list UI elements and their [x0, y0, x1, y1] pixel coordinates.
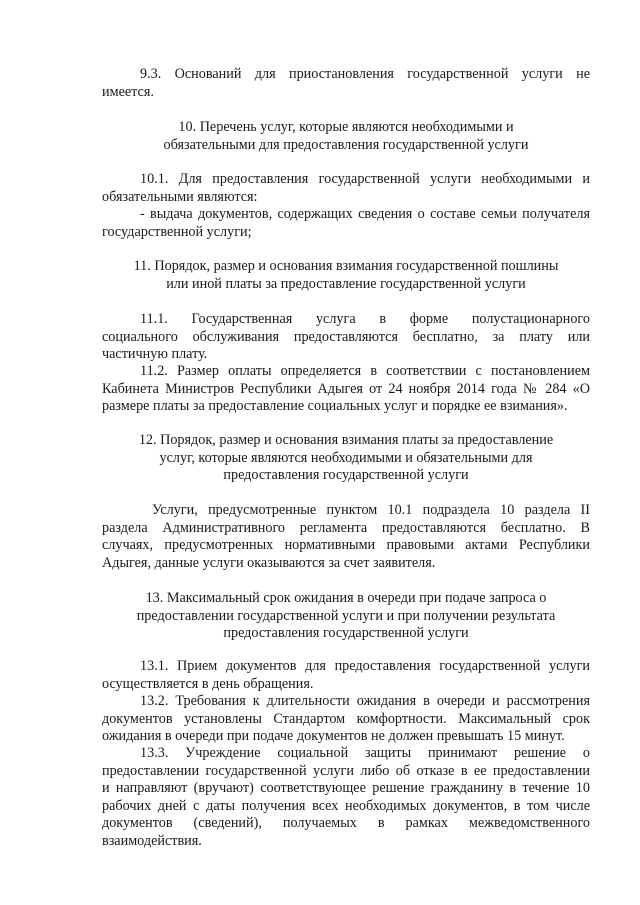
paragraph-line: социального обслуживания предоставляются бесплатно, за плату или — [102, 328, 590, 345]
paragraph-13-2 — [102, 693, 590, 746]
heading-line: предоставления государственной услуги — [223, 625, 469, 641]
heading-line: 13. Максимальный срок ожидания в очереди при подаче запроса о — [145, 590, 547, 606]
heading-line: обязательными для предоставления государственной услуги — [163, 136, 529, 153]
heading-line: 12. Порядок, размер и основания взимания платы за предоставление — [138, 432, 554, 448]
paragraph-12 — [102, 502, 590, 572]
heading-line: 10. Перечень услуг, которые являются необходимыми и — [178, 119, 514, 135]
paragraph-line: Адыгея, данные услуги оказываются за счет заявителя. — [102, 554, 436, 571]
paragraph-line: Услуги, предусмотренные пунктом 10.1 подраздела 10 раздела II — [152, 502, 590, 518]
section-heading-11 — [102, 258, 590, 293]
paragraph-line: осуществляется в день обращения. — [102, 675, 314, 692]
heading-line: или иной платы за предоставление государственной услуги — [166, 275, 526, 292]
paragraph-line: 13.1. Прием документов для предоставления государственной услуги — [140, 658, 590, 674]
list-item-line: государственной услуги; — [102, 223, 252, 240]
paragraph-line: обязательными являются: — [102, 188, 258, 205]
paragraph-line: взаимодействия. — [102, 832, 202, 849]
paragraph-11-1 — [102, 311, 590, 364]
list-item-line: - выдача документов, содержащих сведения о составе семьи получателя — [140, 206, 590, 222]
paragraph-9-3 — [102, 66, 590, 101]
section-heading-13 — [102, 590, 590, 643]
paragraph-line: имеется. — [102, 83, 154, 100]
paragraph-line: случаях, предусмотренных нормативными правовыми актами Республики — [102, 537, 590, 553]
paragraph-line: 9.3. Оснований для приостановления государственной услуги не — [140, 66, 590, 82]
section-heading-10 — [102, 119, 590, 154]
heading-line: 11. Порядок, размер и основания взимания государственной пошлины — [133, 258, 559, 274]
paragraph-line: ожидания в очереди при подаче документов не должен превышать 15 минут. — [102, 728, 565, 744]
list-item-documents — [102, 206, 590, 241]
paragraph-line: 11.2. Размер оплаты определяется в соответствии с постановлением — [140, 363, 590, 379]
heading-line: предоставления государственной услуги — [223, 467, 469, 483]
paragraph-line: раздела Административного регламента предоставляются бесплатно. В — [102, 519, 590, 536]
paragraph-line: частичную плату. — [102, 346, 208, 362]
paragraph-13-3 — [102, 745, 590, 850]
paragraph-10-1 — [102, 171, 590, 206]
paragraph-line: рабочих дней с даты получения всех необходимых документов, в том числе — [102, 797, 590, 814]
section-heading-12 — [102, 432, 590, 485]
paragraph-line: документов установлены Стандартом комфортности. Максимальный срок — [102, 710, 590, 727]
paragraph-13-1 — [102, 658, 590, 693]
paragraph-line: 10.1. Для предоставления государственной услуги необходимыми и — [140, 171, 590, 187]
paragraph-line: и направляют (вручают) соответствующее решение гражданину в течение 10 — [102, 780, 590, 796]
paragraph-line: Кабинета Министров Республики Адыгея от 24 ноября 2014 года № 284 «О — [102, 380, 590, 397]
heading-line: услуг, которые являются необходимыми и обязательными для — [159, 449, 533, 466]
paragraph-11-2 — [102, 363, 590, 416]
paragraph-line: размере платы за предоставление социальных услуг и порядке ее взимания». — [102, 398, 568, 414]
heading-line: предоставлении государственной услуги и при получении результата — [136, 607, 556, 624]
paragraph-line: 11.1. Государственная услуга в форме полустационарного — [140, 311, 590, 327]
paragraph-line: предоставлении государственной услуги либо об отказе в ее предоставлении — [102, 762, 590, 779]
paragraph-line: 13.2. Требования к длительности ожидания в очереди и рассмотрения — [140, 693, 590, 709]
paragraph-line: документов (сведений), получаемых в рамках межведомственного — [102, 815, 590, 831]
paragraph-line: 13.3. Учреждение социальной защиты принимают решение о — [140, 745, 590, 761]
